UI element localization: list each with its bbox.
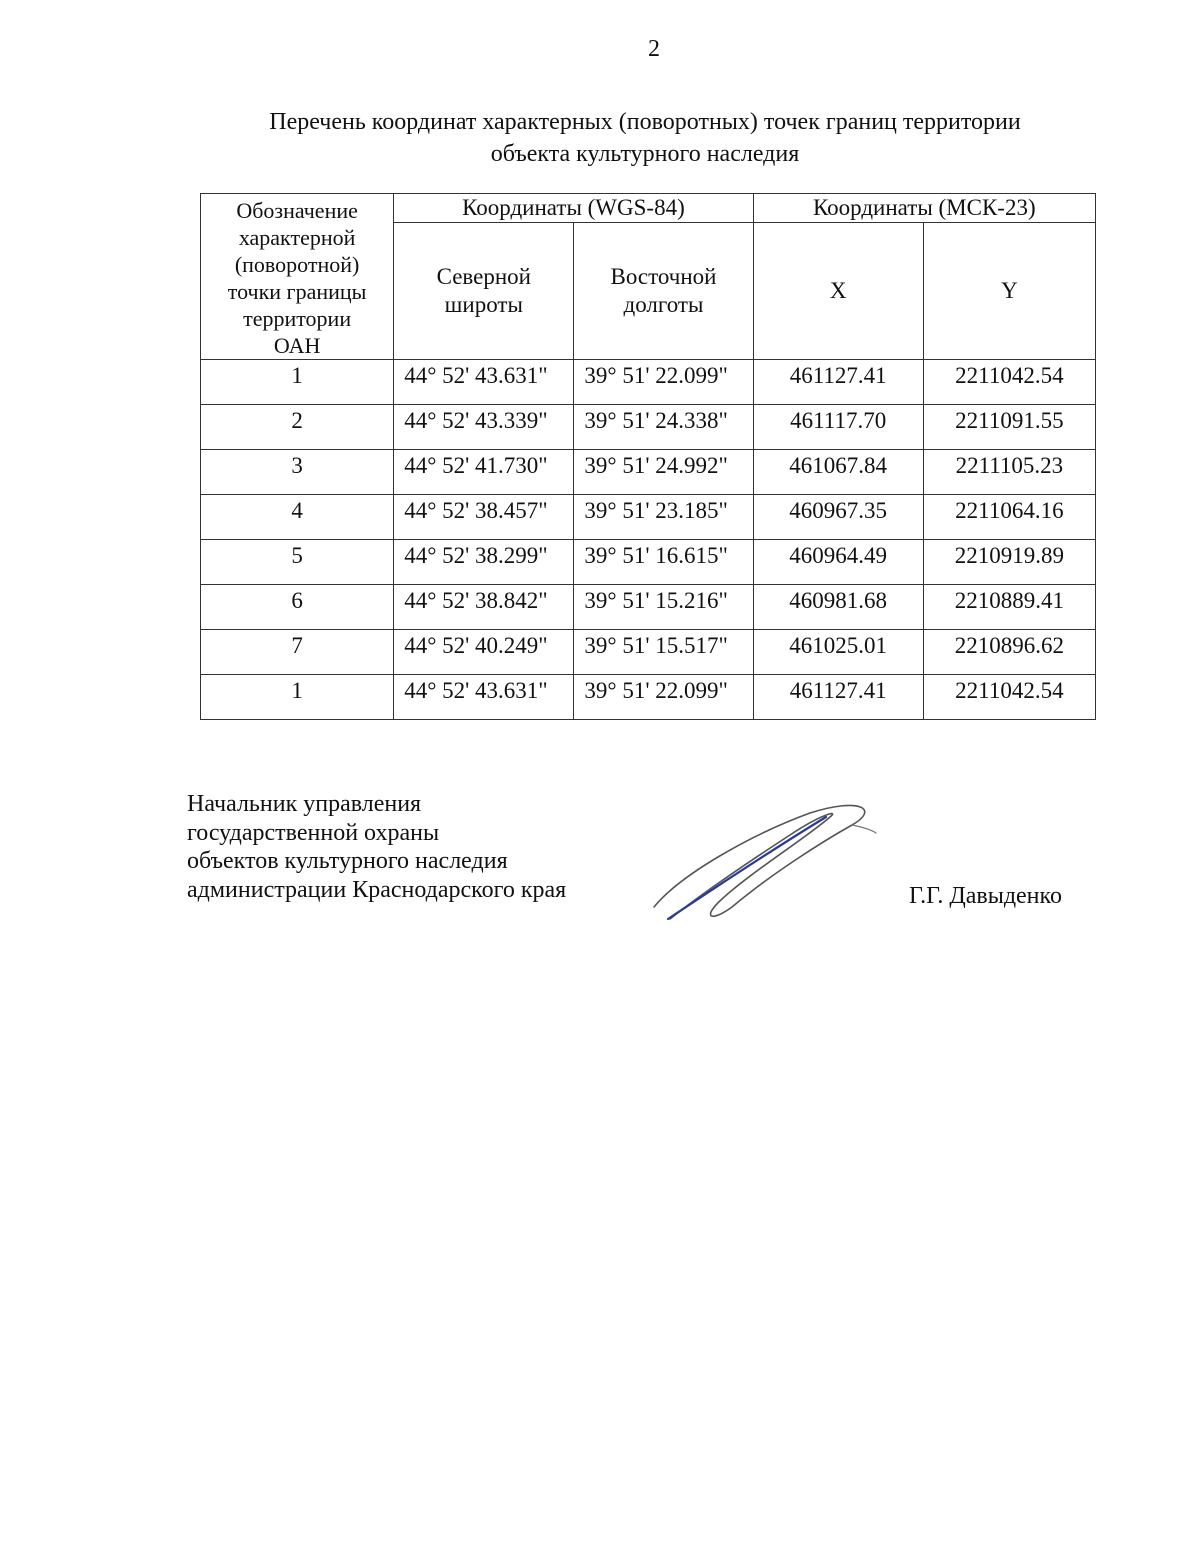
- cell-x: 461127.41: [753, 675, 923, 720]
- document-title-line-1: Перечень координат характерных (поворотных) точек границ территории: [269, 109, 1021, 135]
- table-row: [201, 540, 1096, 585]
- cell-y: 2211105.23: [923, 450, 1095, 495]
- table-row: [201, 630, 1096, 675]
- header-longitude-line: долготы: [623, 292, 704, 317]
- header-latitude: [394, 223, 574, 360]
- cell-latitude: 44° 52' 43.631": [394, 675, 574, 720]
- signatory-position-line: объектов культурного наследия: [187, 848, 508, 874]
- header-point-line: ОАН: [273, 333, 321, 358]
- signatory-position-line: Начальник управления: [187, 791, 422, 817]
- signatory-position-line: государственной охраны: [187, 819, 440, 846]
- cell-point: 5: [201, 540, 394, 585]
- cell-x: 461117.70: [753, 405, 923, 450]
- cell-latitude: 44° 52' 41.730": [394, 450, 574, 495]
- signatory-position: [187, 790, 566, 904]
- header-point-line: Обозначение: [236, 198, 358, 223]
- cell-latitude: 44° 52' 43.631": [394, 360, 574, 405]
- cell-point: 3: [201, 450, 394, 495]
- cell-y: 2210919.89: [923, 540, 1095, 585]
- cell-latitude: 44° 52' 38.842": [394, 585, 574, 630]
- header-x: X: [753, 223, 923, 360]
- cell-x: 460964.49: [753, 540, 923, 585]
- cell-y: 2211064.16: [923, 495, 1095, 540]
- cell-point: 4: [201, 495, 394, 540]
- signature-tail: [852, 825, 876, 833]
- table-row: [201, 450, 1096, 495]
- table-row: [201, 360, 1096, 405]
- table-row: [201, 585, 1096, 630]
- header-point-line: (поворотной): [234, 252, 360, 277]
- header-longitude: [574, 223, 753, 360]
- header-latitude-line: широты: [444, 292, 523, 317]
- cell-y: 2210889.41: [923, 585, 1095, 630]
- cell-y: 2210896.62: [923, 630, 1095, 675]
- cell-longitude: 39° 51' 24.338": [574, 405, 753, 450]
- table-row: [201, 405, 1096, 450]
- header-latitude-line: Северной: [436, 264, 531, 289]
- header-group-wgs84: Координаты (WGS-84): [394, 194, 753, 223]
- header-point-line: характерной: [238, 225, 356, 250]
- document-title-line-2: объекта культурного наследия: [490, 141, 800, 167]
- cell-longitude: 39° 51' 15.216": [574, 585, 753, 630]
- header-group-msk23: Координаты (МСК-23): [753, 194, 1095, 223]
- cell-point: 7: [201, 630, 394, 675]
- cell-longitude: 39° 51' 24.992": [574, 450, 753, 495]
- header-point-line: точки границы: [227, 279, 367, 304]
- handwritten-signature-icon: [640, 795, 880, 925]
- cell-longitude: 39° 51' 15.517": [574, 630, 753, 675]
- coordinates-table: [200, 193, 1096, 720]
- cell-longitude: 39° 51' 22.099": [574, 675, 753, 720]
- cell-point: 1: [201, 360, 394, 405]
- header-longitude-line: Восточной: [610, 264, 717, 289]
- table-row: [201, 675, 1096, 720]
- table-row: [201, 495, 1096, 540]
- signatory-name: Г.Г. Давыденко: [909, 883, 1062, 909]
- cell-x: 461127.41: [753, 360, 923, 405]
- header-y: Y: [923, 223, 1095, 360]
- cell-y: 2211042.54: [923, 360, 1095, 405]
- signatory-position-line: администрации Краснодарского края: [187, 876, 567, 903]
- cell-longitude: 39° 51' 16.615": [574, 540, 753, 585]
- cell-longitude: 39° 51' 23.185": [574, 495, 753, 540]
- cell-point: 1: [201, 675, 394, 720]
- cell-x: 461067.84: [753, 450, 923, 495]
- cell-x: 460981.68: [753, 585, 923, 630]
- cell-x: 461025.01: [753, 630, 923, 675]
- document-title: [140, 106, 1150, 170]
- page-number: 2: [648, 36, 660, 62]
- cell-point: 6: [201, 585, 394, 630]
- signature-ink-stroke: [668, 817, 826, 919]
- cell-latitude: 44° 52' 38.299": [394, 540, 574, 585]
- cell-latitude: 44° 52' 40.249": [394, 630, 574, 675]
- cell-y: 2211042.54: [923, 675, 1095, 720]
- cell-point: 2: [201, 405, 394, 450]
- cell-latitude: 44° 52' 43.339": [394, 405, 574, 450]
- header-point-designation: [201, 194, 394, 360]
- cell-y: 2211091.55: [923, 405, 1095, 450]
- cell-x: 460967.35: [753, 495, 923, 540]
- cell-latitude: 44° 52' 38.457": [394, 495, 574, 540]
- signature-stroke: [654, 805, 865, 919]
- header-point-line: территории: [243, 306, 352, 331]
- cell-longitude: 39° 51' 22.099": [574, 360, 753, 405]
